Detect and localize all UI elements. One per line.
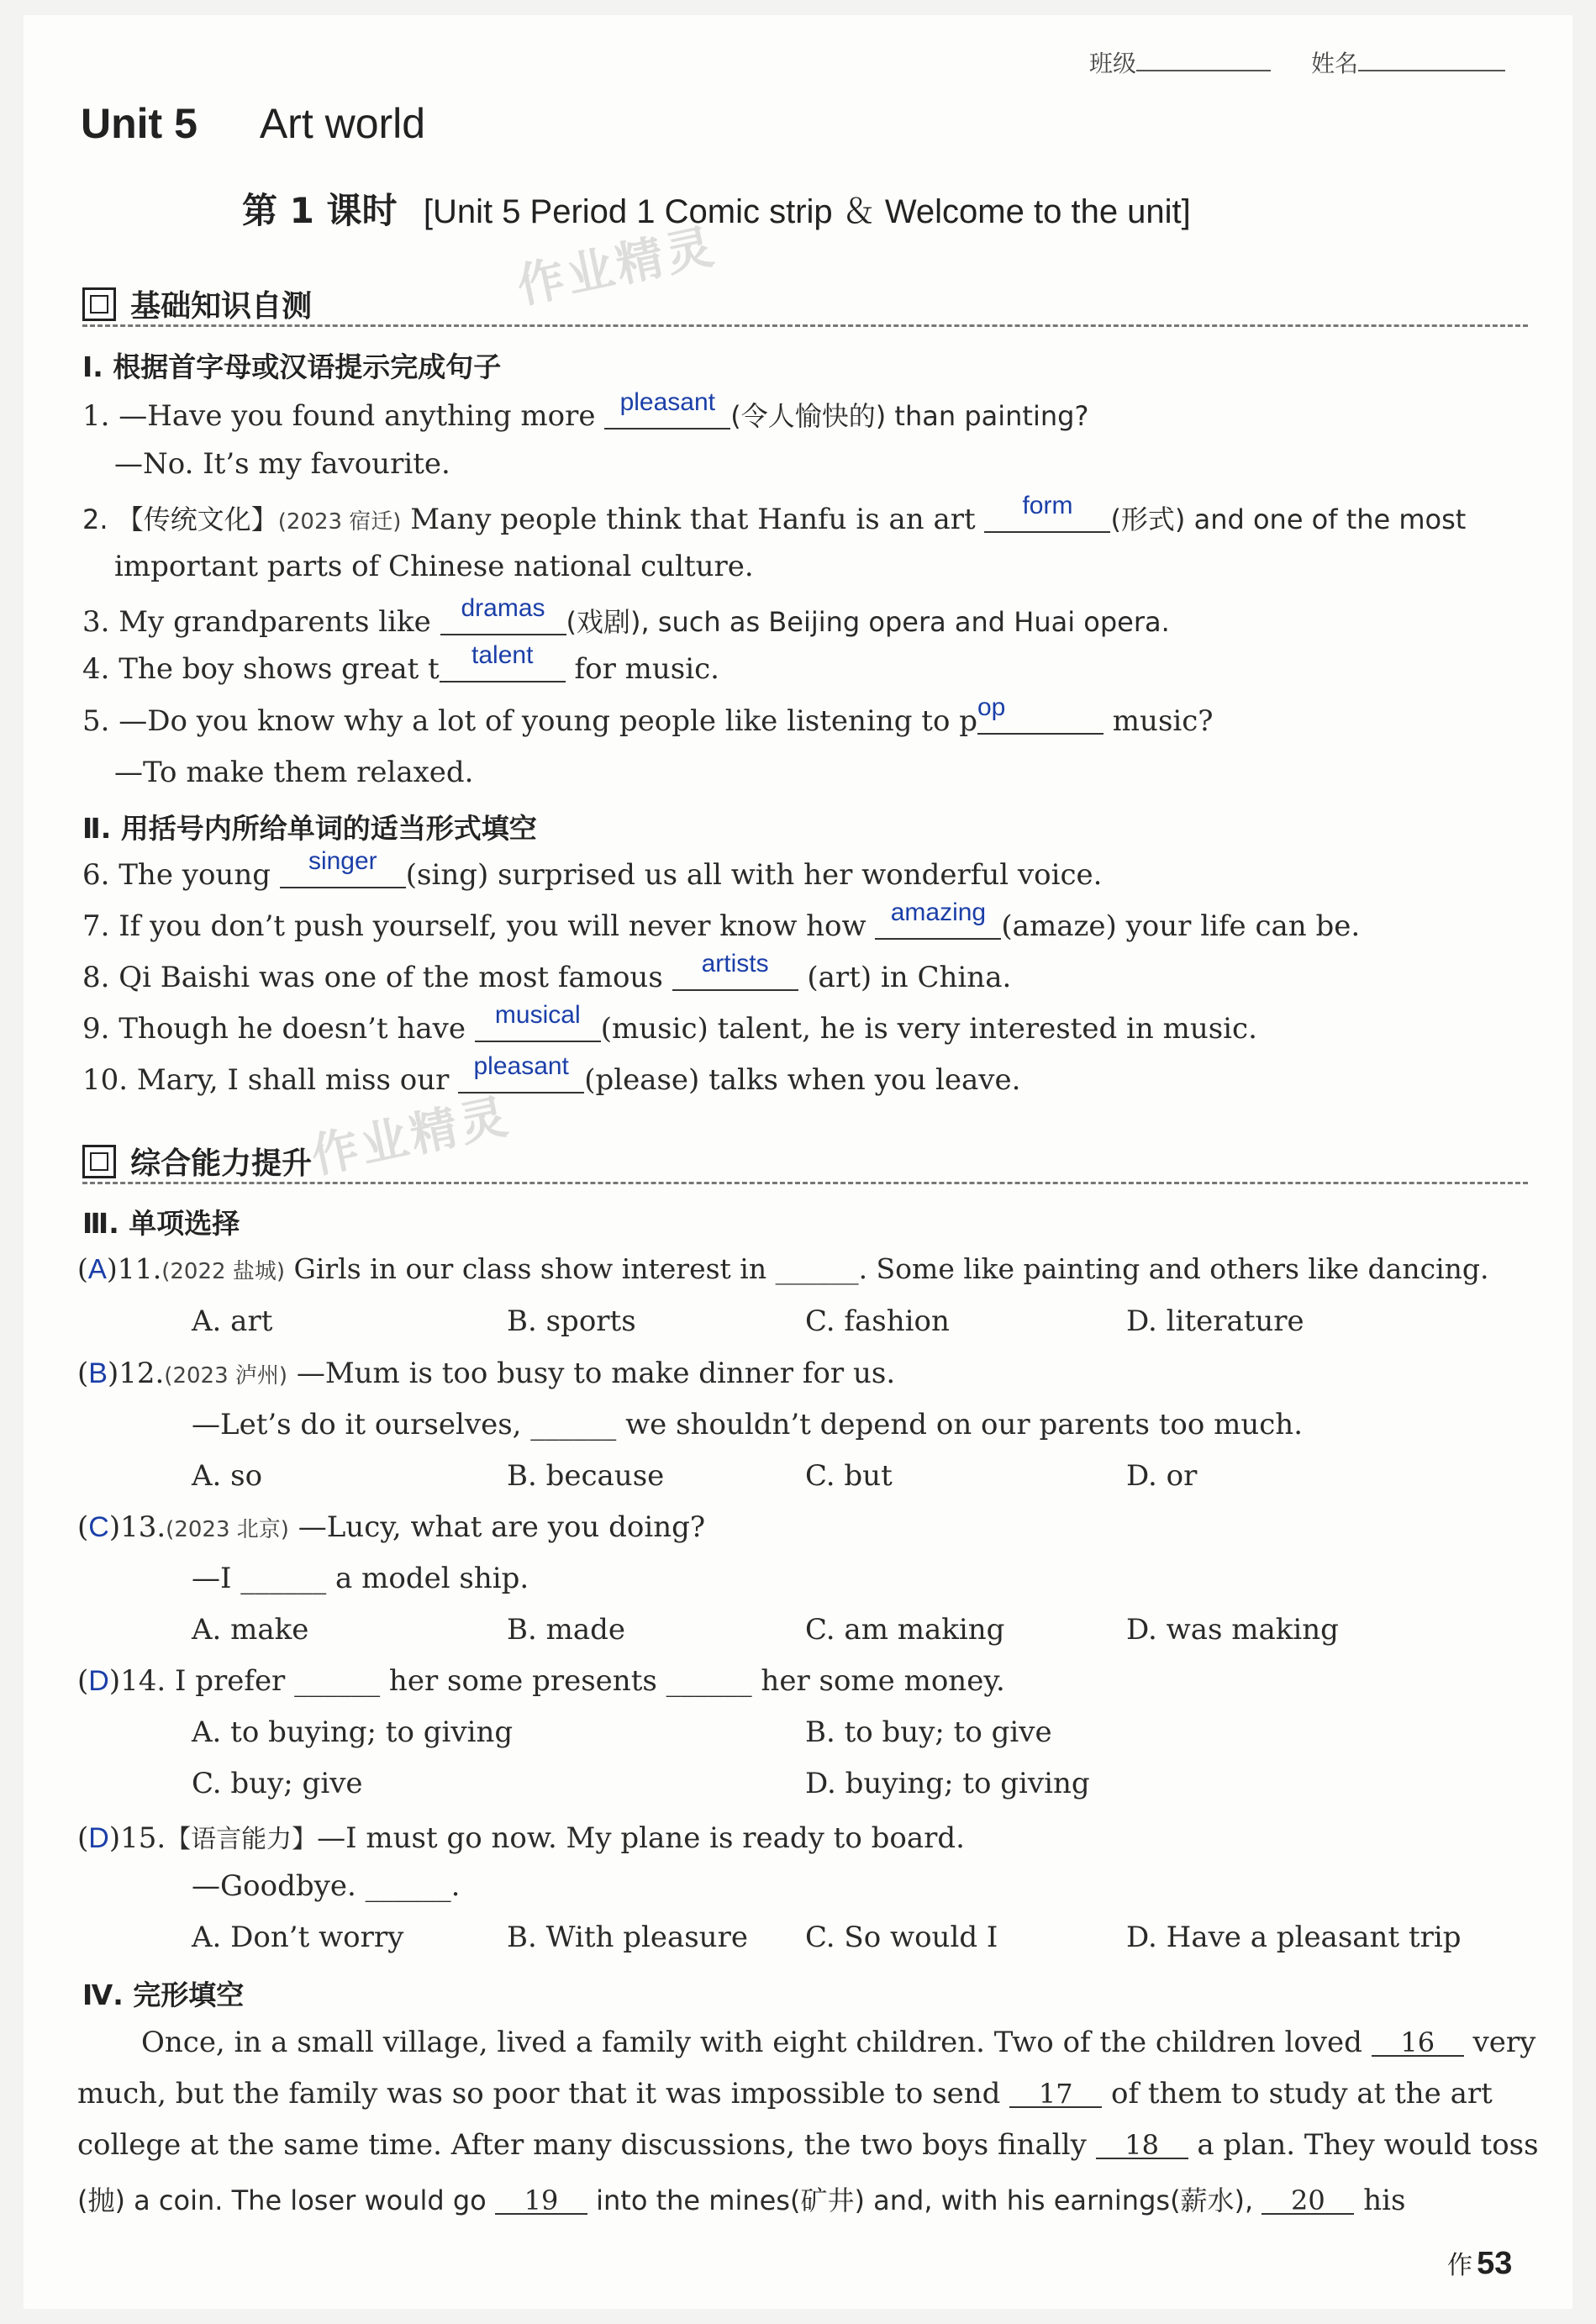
answer-text: form (1022, 492, 1073, 519)
cloze-line-4: (抛) a coin. The loser would go 19 into the mines(矿井) and, with his earnings(薪水), 20 his (77, 2184, 1406, 2217)
name-field (1311, 45, 1505, 79)
section-title: 基础知识自测 (130, 289, 313, 324)
section-heading-basic (82, 282, 312, 325)
option-a: A. make (192, 1613, 309, 1647)
answer-blank (475, 1001, 601, 1042)
answer-text: pleasant (473, 1052, 569, 1080)
question-5-reply: —To make them relaxed. (114, 756, 474, 789)
question-2: 2. 【传统文化】(2023 宿迁) Many people think that Hanfu is an art form (形式) and one of the most (82, 492, 1467, 536)
question-11: (A)11.(2022 盐城) Girls in our class show interest in ______. Some like painting and others like dancing. (77, 1252, 1489, 1285)
question-15-reply: —Goodbye. ______. (192, 1869, 461, 1903)
question-14: (D)14. I prefer ______ her some presents ______ her some money. (77, 1664, 1005, 1698)
answer-text: musical (494, 1001, 581, 1029)
option-d: D. was making (1126, 1613, 1339, 1647)
answer-text: dramas (461, 594, 545, 622)
option-a: A. so (192, 1459, 263, 1493)
choice-answer: D (88, 1822, 109, 1854)
unit-number: Unit 5 (81, 100, 198, 147)
question-9: 9. Though he doesn’t have musical (music) talent, he is very interested in music. (82, 1001, 1257, 1046)
option-d: D. buying; to giving (805, 1767, 1090, 1800)
cloze-blank-16: 16 (1372, 2026, 1464, 2057)
section-icon (82, 287, 116, 321)
option-d: D. or (1126, 1459, 1198, 1493)
question-7: 7. If you don’t push yourself, you will never know how amazing (amaze) your life can be. (82, 899, 1361, 943)
answer-text: amazing (890, 899, 987, 926)
question-1-reply: —No. It’s my favourite. (114, 447, 450, 481)
page-number: 作 53 (1447, 2246, 1513, 2281)
cloze-blank-18: 18 (1096, 2129, 1188, 2159)
unit-heading (81, 99, 425, 148)
option-a: A. to buying; to giving (192, 1715, 514, 1749)
part-title: Ⅰ. 根据首字母或汉语提示完成句子 (82, 350, 502, 383)
cloze-line-1: Once, in a small village, lived a family with eight children. Two of the children loved 16 very (141, 2026, 1536, 2059)
question-12: (B)12.(2023 泸州) —Mum is too busy to make dinner for us. (77, 1357, 896, 1390)
option-b: B. With pleasure (507, 1921, 748, 1954)
question-8: 8. Qi Baishi was one of the most famous artists (art) in China. (82, 950, 1012, 994)
worksheet-page (24, 15, 1572, 2309)
option-c: C. fashion (805, 1304, 950, 1338)
option-c: C. So would I (805, 1921, 998, 1954)
section-heading-advanced (82, 1140, 312, 1183)
section-divider (82, 1182, 1528, 1184)
option-d: D. Have a pleasant trip (1126, 1921, 1462, 1954)
option-c: C. am making (805, 1613, 1005, 1647)
choice-answer: C (88, 1511, 109, 1543)
option-a: A. art (192, 1304, 273, 1338)
lesson-bracket: [Unit 5 Period 1 Comic strip ＆ Welcome to the unit] (423, 193, 1191, 230)
question-10: 10. Mary, I shall miss our pleasant (please) talks when you leave. (82, 1052, 1021, 1097)
answer-blank (604, 388, 730, 429)
cloze-blank-20: 20 (1262, 2184, 1354, 2215)
option-a: A. Don’t worry (192, 1921, 404, 1954)
question-15: (D)15.【语言能力】—I must go now. My plane is ready to board. (77, 1821, 965, 1855)
option-c: C. but (805, 1459, 893, 1493)
section-divider (82, 324, 1528, 327)
question-3: 3. My grandparents like dramas (戏剧), such as Beijing opera and Huai opera. (82, 594, 1170, 639)
answer-blank (440, 594, 566, 635)
lesson-prefix: 第 1 课时 (242, 190, 398, 231)
watermark: 作业精灵 (512, 219, 722, 315)
option-c: C. buy; give (192, 1767, 363, 1800)
answer-blank (984, 492, 1110, 533)
question-13-reply: —I ______ a model ship. (192, 1562, 529, 1595)
part-title: Ⅲ. 单项选择 (82, 1207, 240, 1240)
section-icon (82, 1145, 116, 1178)
name-label: 姓名 (1311, 50, 1359, 76)
part-title: Ⅳ. 完形填空 (82, 1979, 245, 2011)
cloze-blank-17: 17 (1009, 2078, 1102, 2108)
section-title: 综合能力提升 (130, 1146, 313, 1181)
watermark: 作业精灵 (306, 1088, 516, 1185)
choice-answer: B (88, 1357, 108, 1389)
question-4: 4. The boy shows great t talent for music. (82, 641, 719, 686)
answer-text: talent (471, 641, 534, 669)
question-6: 6. The young singer (sing) surprised us all with her wonderful voice. (82, 847, 1103, 892)
answer-text: singer (308, 847, 377, 875)
choice-answer: A (87, 1253, 107, 1284)
cloze-line-2: much, but the family was so poor that it was impossible to send 17 of them to study at the art (77, 2077, 1493, 2111)
cloze-blank-19: 19 (495, 2184, 587, 2215)
question-13: (C)13.(2023 北京) —Lucy, what are you doing? (77, 1510, 706, 1544)
answer-blank (440, 641, 566, 682)
question-2-cont: important parts of Chinese national culture. (114, 550, 754, 583)
question-12-reply: —Let’s do it ourselves, ______ we shouldn’t depend on our parents too much. (192, 1408, 1303, 1441)
answer-blank (458, 1052, 584, 1093)
choice-answer: D (88, 1665, 109, 1697)
option-d: D. literature (1126, 1304, 1304, 1338)
option-b: B. made (507, 1613, 625, 1647)
question-1: 1. —Have you found anything more pleasant (令人愉快的) than painting? (82, 388, 1089, 433)
answer-text: op (977, 693, 1006, 721)
cloze-line-3: college at the same time. After many discussions, the two boys finally 18 a plan. They would toss (77, 2128, 1539, 2162)
class-label: 班级 (1089, 50, 1137, 76)
option-b: B. because (507, 1459, 665, 1493)
option-b: B. to buy; to give (805, 1715, 1052, 1749)
answer-text: pleasant (619, 388, 715, 416)
class-field (1089, 45, 1271, 79)
unit-title: Art world (259, 100, 426, 147)
part-title: Ⅱ. 用括号内所给单词的适当形式填空 (82, 812, 537, 845)
answer-blank (977, 693, 1104, 735)
answer-blank (672, 950, 798, 991)
option-b: B. sports (507, 1304, 636, 1338)
answer-text: artists (701, 950, 769, 978)
question-5: 5. —Do you know why a lot of young people like listening to pop music? (82, 693, 1214, 738)
lesson-title (242, 183, 1191, 234)
answer-blank (280, 847, 406, 888)
answer-blank (875, 899, 1001, 940)
